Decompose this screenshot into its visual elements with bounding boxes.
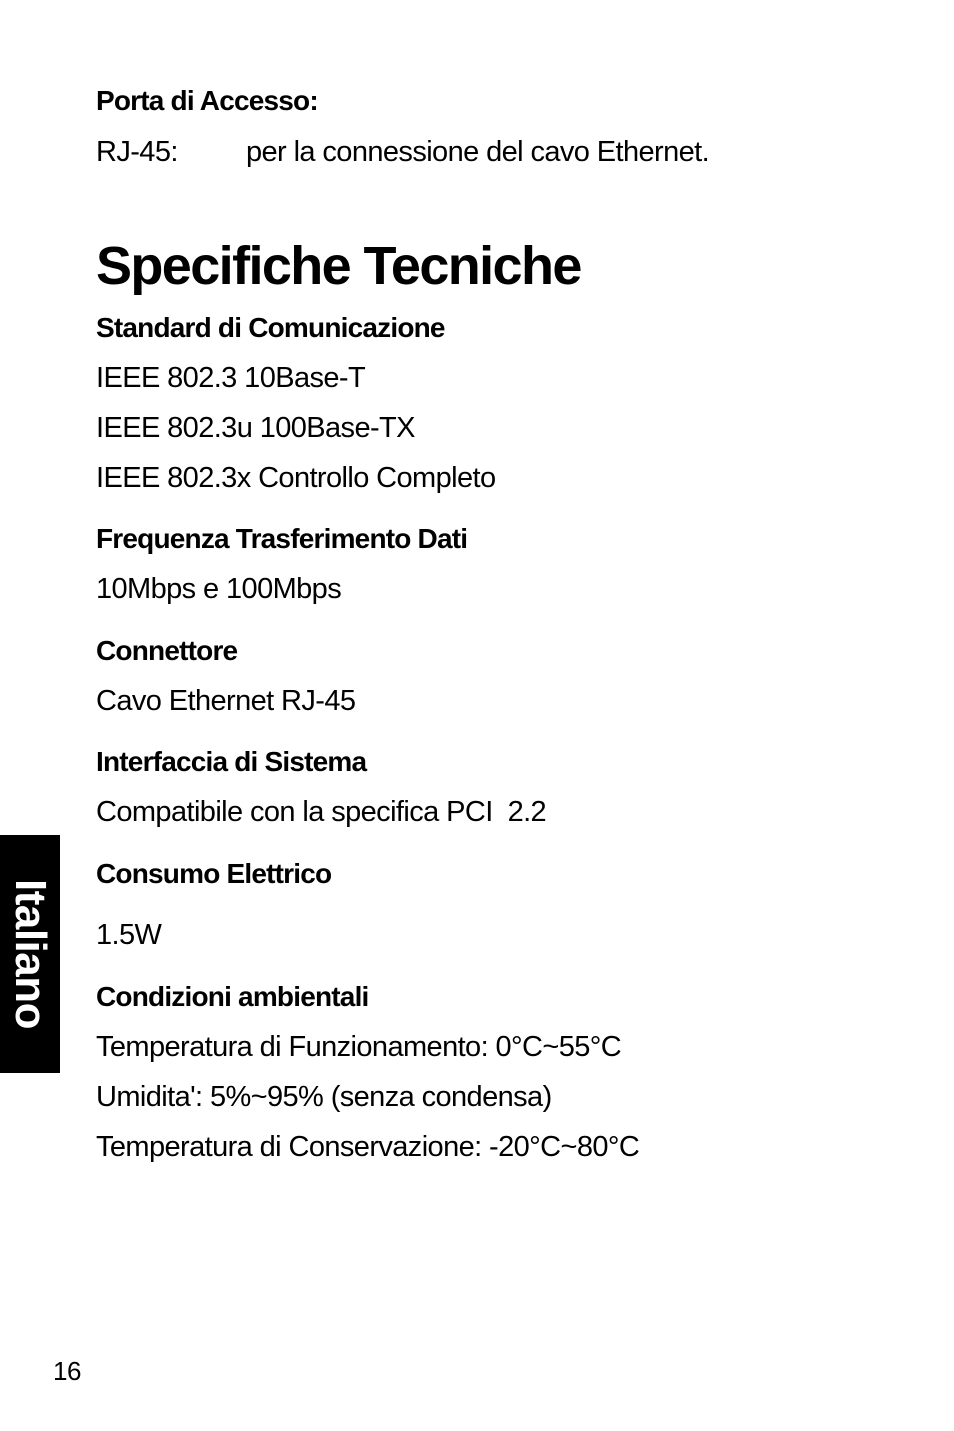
spec-line: IEEE 802.3u 100Base-TX (96, 412, 415, 444)
spec-line: 1.5W (96, 919, 162, 951)
access-port-description: per la connessione del cavo Ethernet. (246, 136, 710, 168)
section-heading-power-consumption: Consumo Elettrico (96, 858, 332, 889)
page-title: Specifiche Tecniche (96, 236, 581, 296)
spec-line: Umidita': 5%~95% (senza condensa) (96, 1081, 552, 1113)
access-port-label: RJ-45: (96, 136, 178, 168)
spec-line: Temperatura di Conservazione: -20°C~80°C (96, 1131, 640, 1163)
page-number: 16 (53, 1356, 81, 1386)
spec-line: 10Mbps e 100Mbps (96, 573, 342, 605)
section-heading-connector: Connettore (96, 635, 238, 666)
spec-line: Compatibile con la specifica PCI 2.2 (96, 796, 547, 828)
language-side-tab (0, 835, 60, 1073)
language-side-tab-label: Italiano (6, 878, 55, 1030)
access-port-heading: Porta di Accesso: (96, 85, 318, 116)
section-heading-communication-standard: Standard di Comunicazione (96, 312, 445, 343)
spec-line: Temperatura di Funzionamento: 0°C~55°C (96, 1031, 622, 1063)
spec-line: Cavo Ethernet RJ-45 (96, 685, 356, 717)
spec-line: IEEE 802.3 10Base-T (96, 362, 366, 394)
access-port-row (96, 135, 709, 169)
section-heading-environment: Condizioni ambientali (96, 981, 369, 1012)
section-heading-system-interface: Interfaccia di Sistema (96, 746, 367, 777)
section-heading-data-rate: Frequenza Trasferimento Dati (96, 523, 468, 554)
spec-line: IEEE 802.3x Controllo Completo (96, 462, 496, 494)
